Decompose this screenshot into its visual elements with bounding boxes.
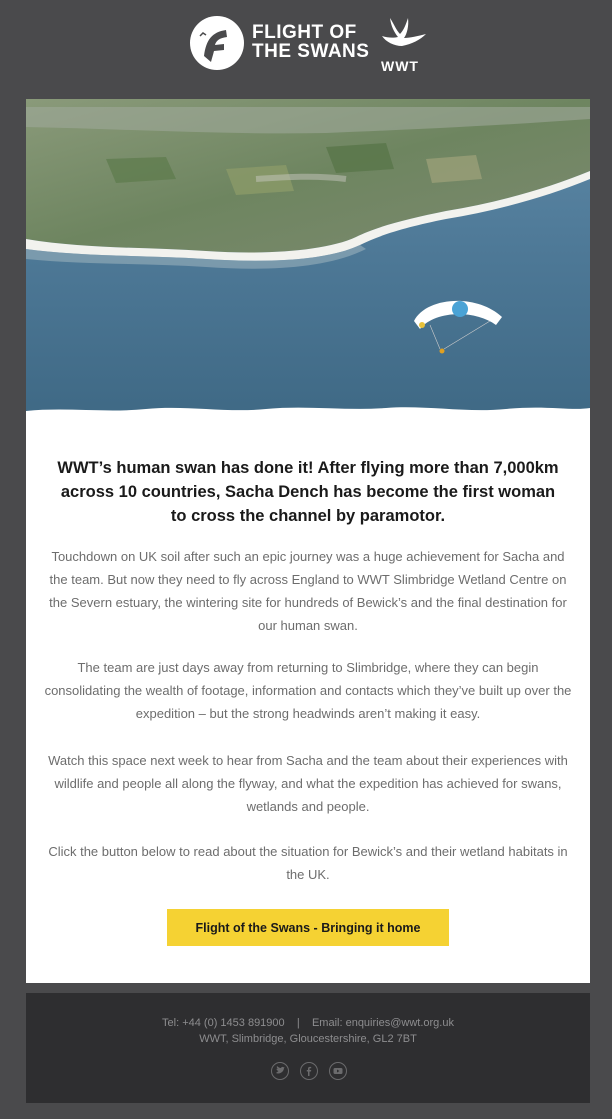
- email-footer: [26, 993, 590, 1103]
- article-paragraph-2: The team are just days away from returning to Slimbridge, where they can begin consolidating the wealth of footage, information and contacts which they’ve built up over the expedition – but the strong headwinds aren’t making it easy.: [44, 660, 572, 721]
- article-paragraph-1: Touchdown on UK soil after such an epic journey was a huge achievement for Sacha and the team. But now they need to fly across England to WWT Slimbridge Wetland Centre on the Severn estuary, the wintering site for hundreds of Bewick’s and the final destination for our human swan.: [49, 549, 567, 633]
- bringing-it-home-button[interactable]: Flight of the Swans - Bringing it home: [167, 909, 449, 946]
- article-paragraph-3: Watch this space next week to hear from Sacha and the team about their experiences with wildlife and people all along the flyway, and what the expedition has achieved for swans, wetlands and people.: [48, 753, 568, 814]
- logo-line-2: THE SWANS: [252, 41, 370, 62]
- email-header: [0, 0, 612, 99]
- flight-of-the-swans-logo-icon[interactable]: [190, 16, 244, 70]
- facebook-icon[interactable]: [300, 1062, 318, 1080]
- logo-line-1: FLIGHT OF: [252, 22, 357, 43]
- article-paragraph-4: Click the button below to read about the situation for Bewick’s and their wetland habitats in the UK.: [48, 844, 568, 882]
- footer-address-line: WWT, Slimbridge, Gloucestershire, GL2 7BT: [199, 1033, 417, 1045]
- logo-wordmark: [252, 23, 369, 61]
- hero-image: [26, 99, 590, 417]
- article-card: [26, 412, 590, 983]
- twitter-icon[interactable]: [271, 1062, 289, 1080]
- youtube-icon[interactable]: [329, 1062, 347, 1080]
- article-headline: WWT’s human swan has done it! After flying more than 7,000km across 10 countries, Sacha Dench has become the first woman to cross the channel by paramotor.: [57, 459, 559, 525]
- footer-contact-line[interactable]: Tel: +44 (0) 1453 891900 | Email: enquiries@wwt.org.uk: [162, 1017, 454, 1029]
- wwt-label: WWT: [381, 58, 419, 74]
